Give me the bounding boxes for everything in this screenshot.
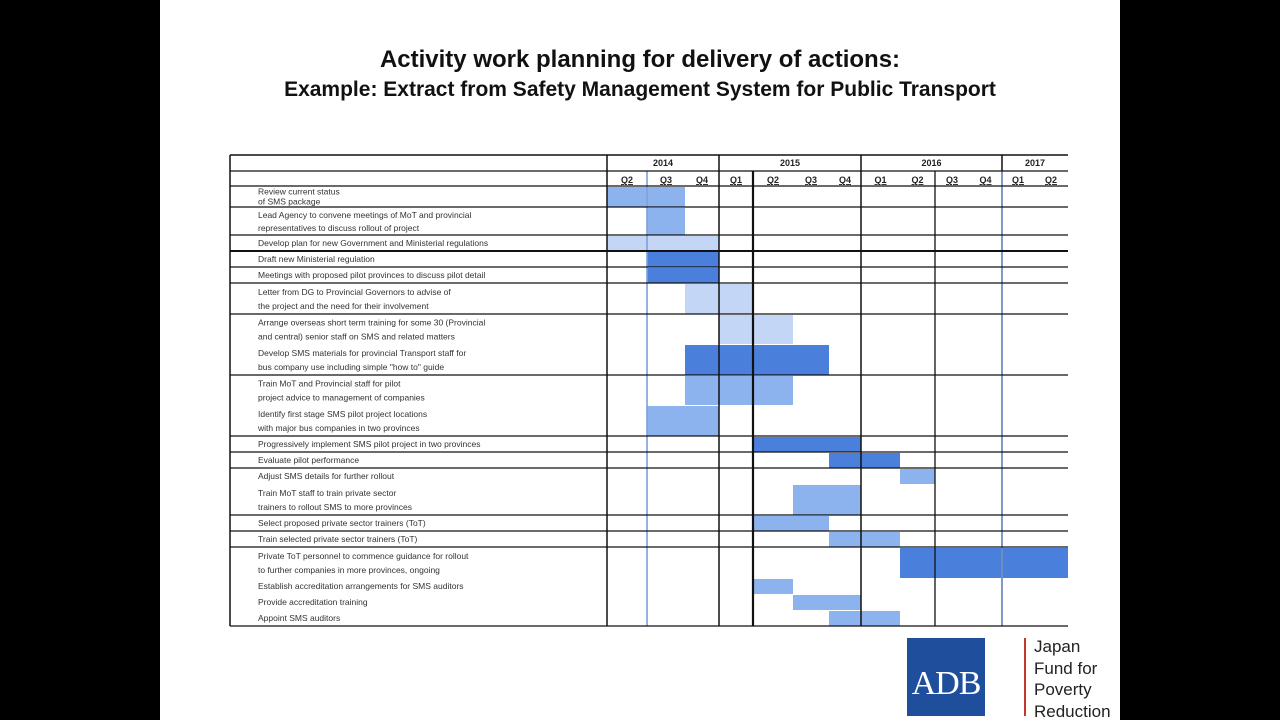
task-label: Provide accreditation training	[258, 597, 368, 607]
adb-logo: ADB	[907, 638, 985, 716]
task-label: Private ToT personnel to commence guidance for rollout to further companies in more provinces, ongoing	[258, 550, 469, 576]
year-label: 2014	[652, 158, 674, 168]
task-label: Arrange overseas short term training for some 30 (Provincial and central) senior staff on SMS and related matters	[258, 317, 486, 342]
quarter-label: Q3	[659, 175, 673, 185]
year-label: 2016	[921, 158, 942, 168]
fund-label	[1034, 636, 1111, 720]
task-label: Train MoT and Provincial staff for pilot project advice to management of companies	[258, 378, 425, 403]
task-label: Identify first stage SMS pilot project locations with major bus companies in two provinces	[258, 408, 428, 434]
slide-subtitle: Example: Extract from Safety Management System for Public Transport	[284, 78, 996, 101]
task-label: Train selected private sector trainers (ToT)	[258, 534, 418, 544]
task-bar	[685, 376, 793, 405]
quarter-label: Q1	[874, 175, 887, 185]
quarter-label: Q2	[1044, 175, 1058, 185]
slide	[160, 0, 1120, 720]
task-bar	[793, 485, 861, 515]
quarter-label: Q1	[729, 175, 743, 185]
task-label: Review current status of SMS package	[258, 186, 340, 207]
quarter-label: Q4	[695, 175, 709, 185]
task-bar	[793, 595, 861, 610]
task-bar	[607, 187, 685, 207]
quarter-label: Q4	[838, 175, 852, 185]
task-label: Train MoT staff to train private sector trainers to rollout SMS to more provinces	[258, 487, 413, 513]
task-label: Evaluate pilot performance	[258, 455, 360, 465]
task-label: Establish accreditation arrangements for SMS auditors	[258, 581, 464, 591]
task-label: Meetings with proposed pilot provinces to discuss pilot detail	[258, 270, 486, 280]
task-bar	[685, 345, 829, 375]
task-bar	[829, 453, 900, 468]
quarter-label: Q2	[766, 175, 780, 185]
quarter-label: Q2	[620, 175, 634, 185]
task-bar	[753, 579, 793, 594]
task-bar	[900, 548, 1068, 578]
quarter-label: Q4	[979, 175, 992, 185]
year-label: 2015	[779, 158, 801, 168]
task-label: Progressively implement SMS pilot project in two provinces	[258, 439, 481, 449]
task-label: Develop plan for new Government and Ministerial regulations	[258, 238, 489, 248]
task-bar	[647, 268, 719, 283]
quarter-label: Q3	[945, 175, 959, 185]
task-label: Appoint SMS auditors	[258, 613, 341, 623]
task-label: Select proposed private sector trainers (ToT)	[258, 518, 426, 528]
fund-line-4: Reduction	[1034, 701, 1111, 720]
gantt-chart	[160, 0, 1120, 640]
task-bar	[647, 406, 719, 436]
task-bar	[829, 532, 900, 547]
task-label: Draft new Ministerial regulation	[258, 254, 375, 264]
task-label: Letter from DG to Provincial Governors to advise of the project and the need for their involvement	[258, 286, 451, 312]
task-bar	[753, 516, 829, 531]
task-bar	[647, 208, 685, 235]
task-bar	[607, 236, 719, 251]
quarter-label: Q3	[804, 175, 818, 185]
task-bar	[647, 252, 719, 267]
year-label: 2017	[1024, 158, 1046, 168]
task-bar	[753, 437, 861, 452]
task-label: Adjust SMS details for further rollout	[258, 471, 395, 481]
task-label: Lead Agency to convene meetings of MoT and provincial representatives to discuss rollout of project	[258, 209, 472, 233]
quarter-label: Q1	[1011, 175, 1025, 185]
task-bar	[900, 469, 935, 484]
fund-line-3: Poverty	[1034, 680, 1092, 699]
task-label: Develop SMS materials for provincial Transport staff for bus company use including simple "how to" guide	[258, 347, 467, 373]
task-bar	[829, 611, 900, 626]
fund-line-2: Fund for	[1034, 658, 1098, 678]
slide-title: Activity work planning for delivery of actions:	[379, 46, 901, 73]
task-bar	[719, 315, 793, 344]
quarter-label: Q2	[911, 175, 924, 185]
logo-divider	[1024, 638, 1026, 716]
fund-line-1: Japan	[1034, 637, 1081, 656]
